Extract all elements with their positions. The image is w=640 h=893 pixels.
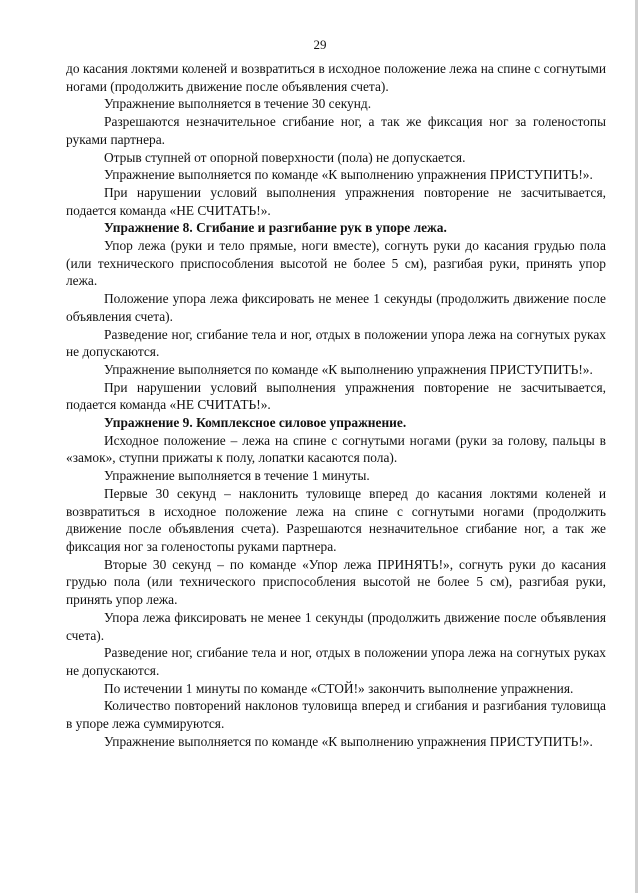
paragraph: Разведение ног, сгибание тела и ног, отдых в положении упора лежа на согнутых руках не допускаются. [66, 326, 606, 360]
paragraph: Упражнение выполняется в течение 30 секунд. [104, 96, 372, 112]
paragraph: По истечении 1 минуты по команде «СТОЙ!» закончить выполнение упражнения. [104, 680, 574, 696]
paragraph: Упражнение выполняется по команде «К выполнению упражнения ПРИСТУПИТЬ!». [104, 361, 593, 377]
paragraph: Упражнение выполняется по команде «К выполнению упражнения ПРИСТУПИТЬ!». [104, 167, 593, 183]
paragraph: Исходное положение – лежа на спине с согнутыми ногами (руки за голову, пальцы в «замок», ступни прижаты к полу, лопатки касаются пола). [66, 432, 606, 466]
paragraph: Разрешаются незначительное сгибание ног, а так же фиксация ног за голеностопы руками партнера. [66, 114, 606, 147]
paragraph: Разведение ног, сгибание тела и ног, отдых в положении упора лежа на согнутых руках не допускаются. [66, 645, 606, 678]
paragraph: Упражнение выполняется в течение 1 минуты. [104, 468, 370, 484]
paragraph: Упор лежа (руки и тело прямые, ноги вместе), согнуть руки до касания грудью пола (или технического приспособления высотой не более 5 см), разгибая руки, принять упор лежа. [66, 238, 606, 289]
paragraph: Первые 30 секунд – наклонить туловище вперед до касания локтями коленей и возвратиться в исходное положение лежа на спине с согнутыми ногами (продолжить движение после объявления счета). Разрешаются незначительное сгибание ног, а так же фиксация ног за голеностопы руками партнера. [66, 485, 606, 554]
paragraph: Упора лежа фиксировать не менее 1 секунды (продолжить движение после объявления счета). [66, 609, 606, 643]
document-body [66, 60, 606, 750]
section-heading: Упражнение 9. Комплексное силовое упражнение. [104, 415, 407, 431]
scan-edge-line [635, 0, 638, 893]
paragraph: Количество повторений наклонов туловища вперед и сгибания и разгибания туловища в упоре лежа суммируются. [66, 698, 606, 732]
paragraph: Отрыв ступней от опорной поверхности (пола) не допускается. [104, 149, 466, 165]
paragraph: Положение упора лежа фиксировать не менее 1 секунды (продолжить движение после объявления счета). [66, 291, 606, 324]
paragraph: до касания локтями коленей и возвратиться в исходное положение лежа на спине с согнутыми ногами (продолжить движение после объявления счета). [66, 61, 606, 94]
paragraph: Упражнение выполняется по команде «К выполнению упражнения ПРИСТУПИТЬ!». [104, 733, 593, 749]
page-number: 29 [313, 37, 327, 52]
section-heading: Упражнение 8. Сгибание и разгибание рук в упоре лежа. [104, 220, 447, 236]
paragraph: При нарушении условий выполнения упражнения повторение не засчитывается, подается команда «НЕ СЧИТАТЬ!». [66, 184, 606, 218]
paragraph: При нарушении условий выполнения упражнения повторение не засчитывается, подается команда «НЕ СЧИТАТЬ!». [66, 379, 606, 413]
paragraph: Вторые 30 секунд – по команде «Упор лежа ПРИНЯТЬ!», согнуть руки до касания грудью пола (или технического приспособления высотой не более 5 см), разгибая руки, принять упор лежа. [66, 556, 606, 608]
